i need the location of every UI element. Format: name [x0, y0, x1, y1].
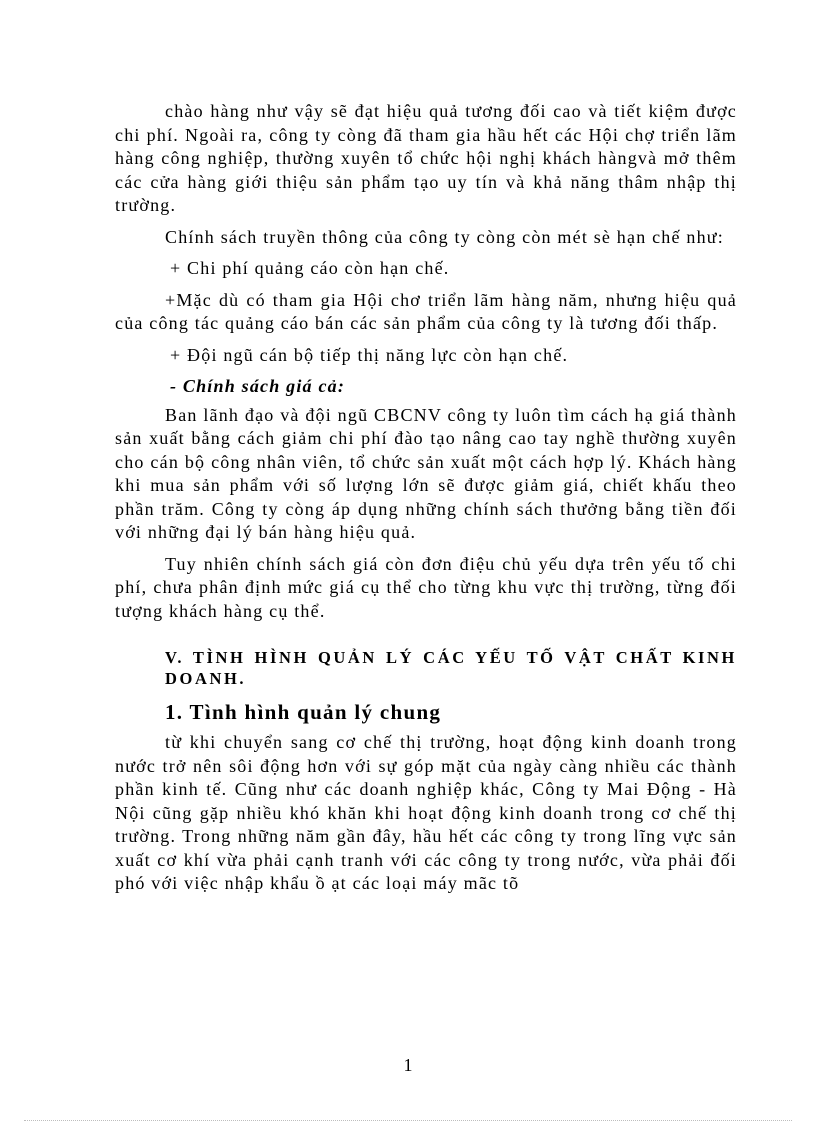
bullet-item: + Đội ngũ cán bộ tiếp thị năng lực còn hạn chế.: [170, 344, 569, 365]
page-number: 1: [403, 1055, 413, 1075]
footer-divider: [24, 1120, 792, 1121]
subsection-heading: 1. Tình hình quản lý chung: [165, 700, 442, 724]
page-body: [115, 100, 737, 904]
paragraph-price-limits: Tuy nhiên chính sách giá còn đơn điệu chủ yếu dựa trên yếu tố chi phí, chưa phân định mức giá cụ thể cho từng khu vực thị trường, từng đối tượng khách hàng cụ thể.: [115, 553, 737, 621]
paragraph-general-management: từ khi chuyển sang cơ chế thị trường, hoạt động kinh doanh trong nước trở nên sôi động hơn với sự góp mặt của ngày càng nhiều các thành phần kinh tế. Cũng như các doanh nghiệp khác, Công ty Mai Động - Hà Nội cũng gặp nhiều khó khăn khi hoạt động kinh doanh trong cơ chế thị trường. Trong những năm gần đây, hầu hết các công ty trong lĩng vực sản xuất cơ khí vừa phải cạnh tranh với các công ty trong nước, vừa phải đối phó với việc nhập khẩu ồ ạt các loại máy mãc tõ: [115, 732, 737, 893]
paragraph-marketing-intro: chào hàng như vậy sẽ đạt hiệu quả tương đối cao và tiết kiệm được chi phí. Ngoài ra, công ty còng đã tham gia hầu hết các Hội chợ triển lãm hàng công nghiệp, thường xuyên tổ chức hội nghị khách hàngvà mở thêm các cửa hàng giới thiệu sản phẩm tạo uy tín và khả năng thâm nhập thị trường.: [115, 101, 737, 215]
subheading-price-policy: - Chính sách giá cả:: [170, 376, 346, 396]
paragraph-price-policy: Ban lãnh đạo và đội ngũ CBCNV công ty luôn tìm cách hạ giá thành sản xuất bằng cách giảm chi phí đào tạo nâng cao tay nghề thường xuyên cho cán bộ công nhân viên, tổ chức sản xuất một cách hợp lý. Khách hàng khi mua sản phẩm với số lượng lớn sẽ được giảm giá, chiết khấu theo phần trăm. Công ty còng áp dụng những chính sách thưởng bằng tiền đối với những đại lý bán hàng hiệu quả.: [115, 404, 737, 542]
section-heading: V. TÌNH HÌNH QUẢN LÝ CÁC YẾU TỐ VẬT CHẤT KINH DOANH.: [165, 648, 737, 688]
bullet-item: +Mặc dù có tham gia Hội chơ triển lãm hàng năm, nhưng hiệu quả của công tác quảng cáo bán các sản phẩm của công ty là tương đối thấp.: [115, 289, 737, 333]
paragraph-communication-limits: Chính sách truyền thông của công ty còng còn mét sè hạn chế như:: [165, 226, 724, 247]
bullet-item: + Chi phí quảng cáo còn hạn chế.: [170, 258, 450, 278]
